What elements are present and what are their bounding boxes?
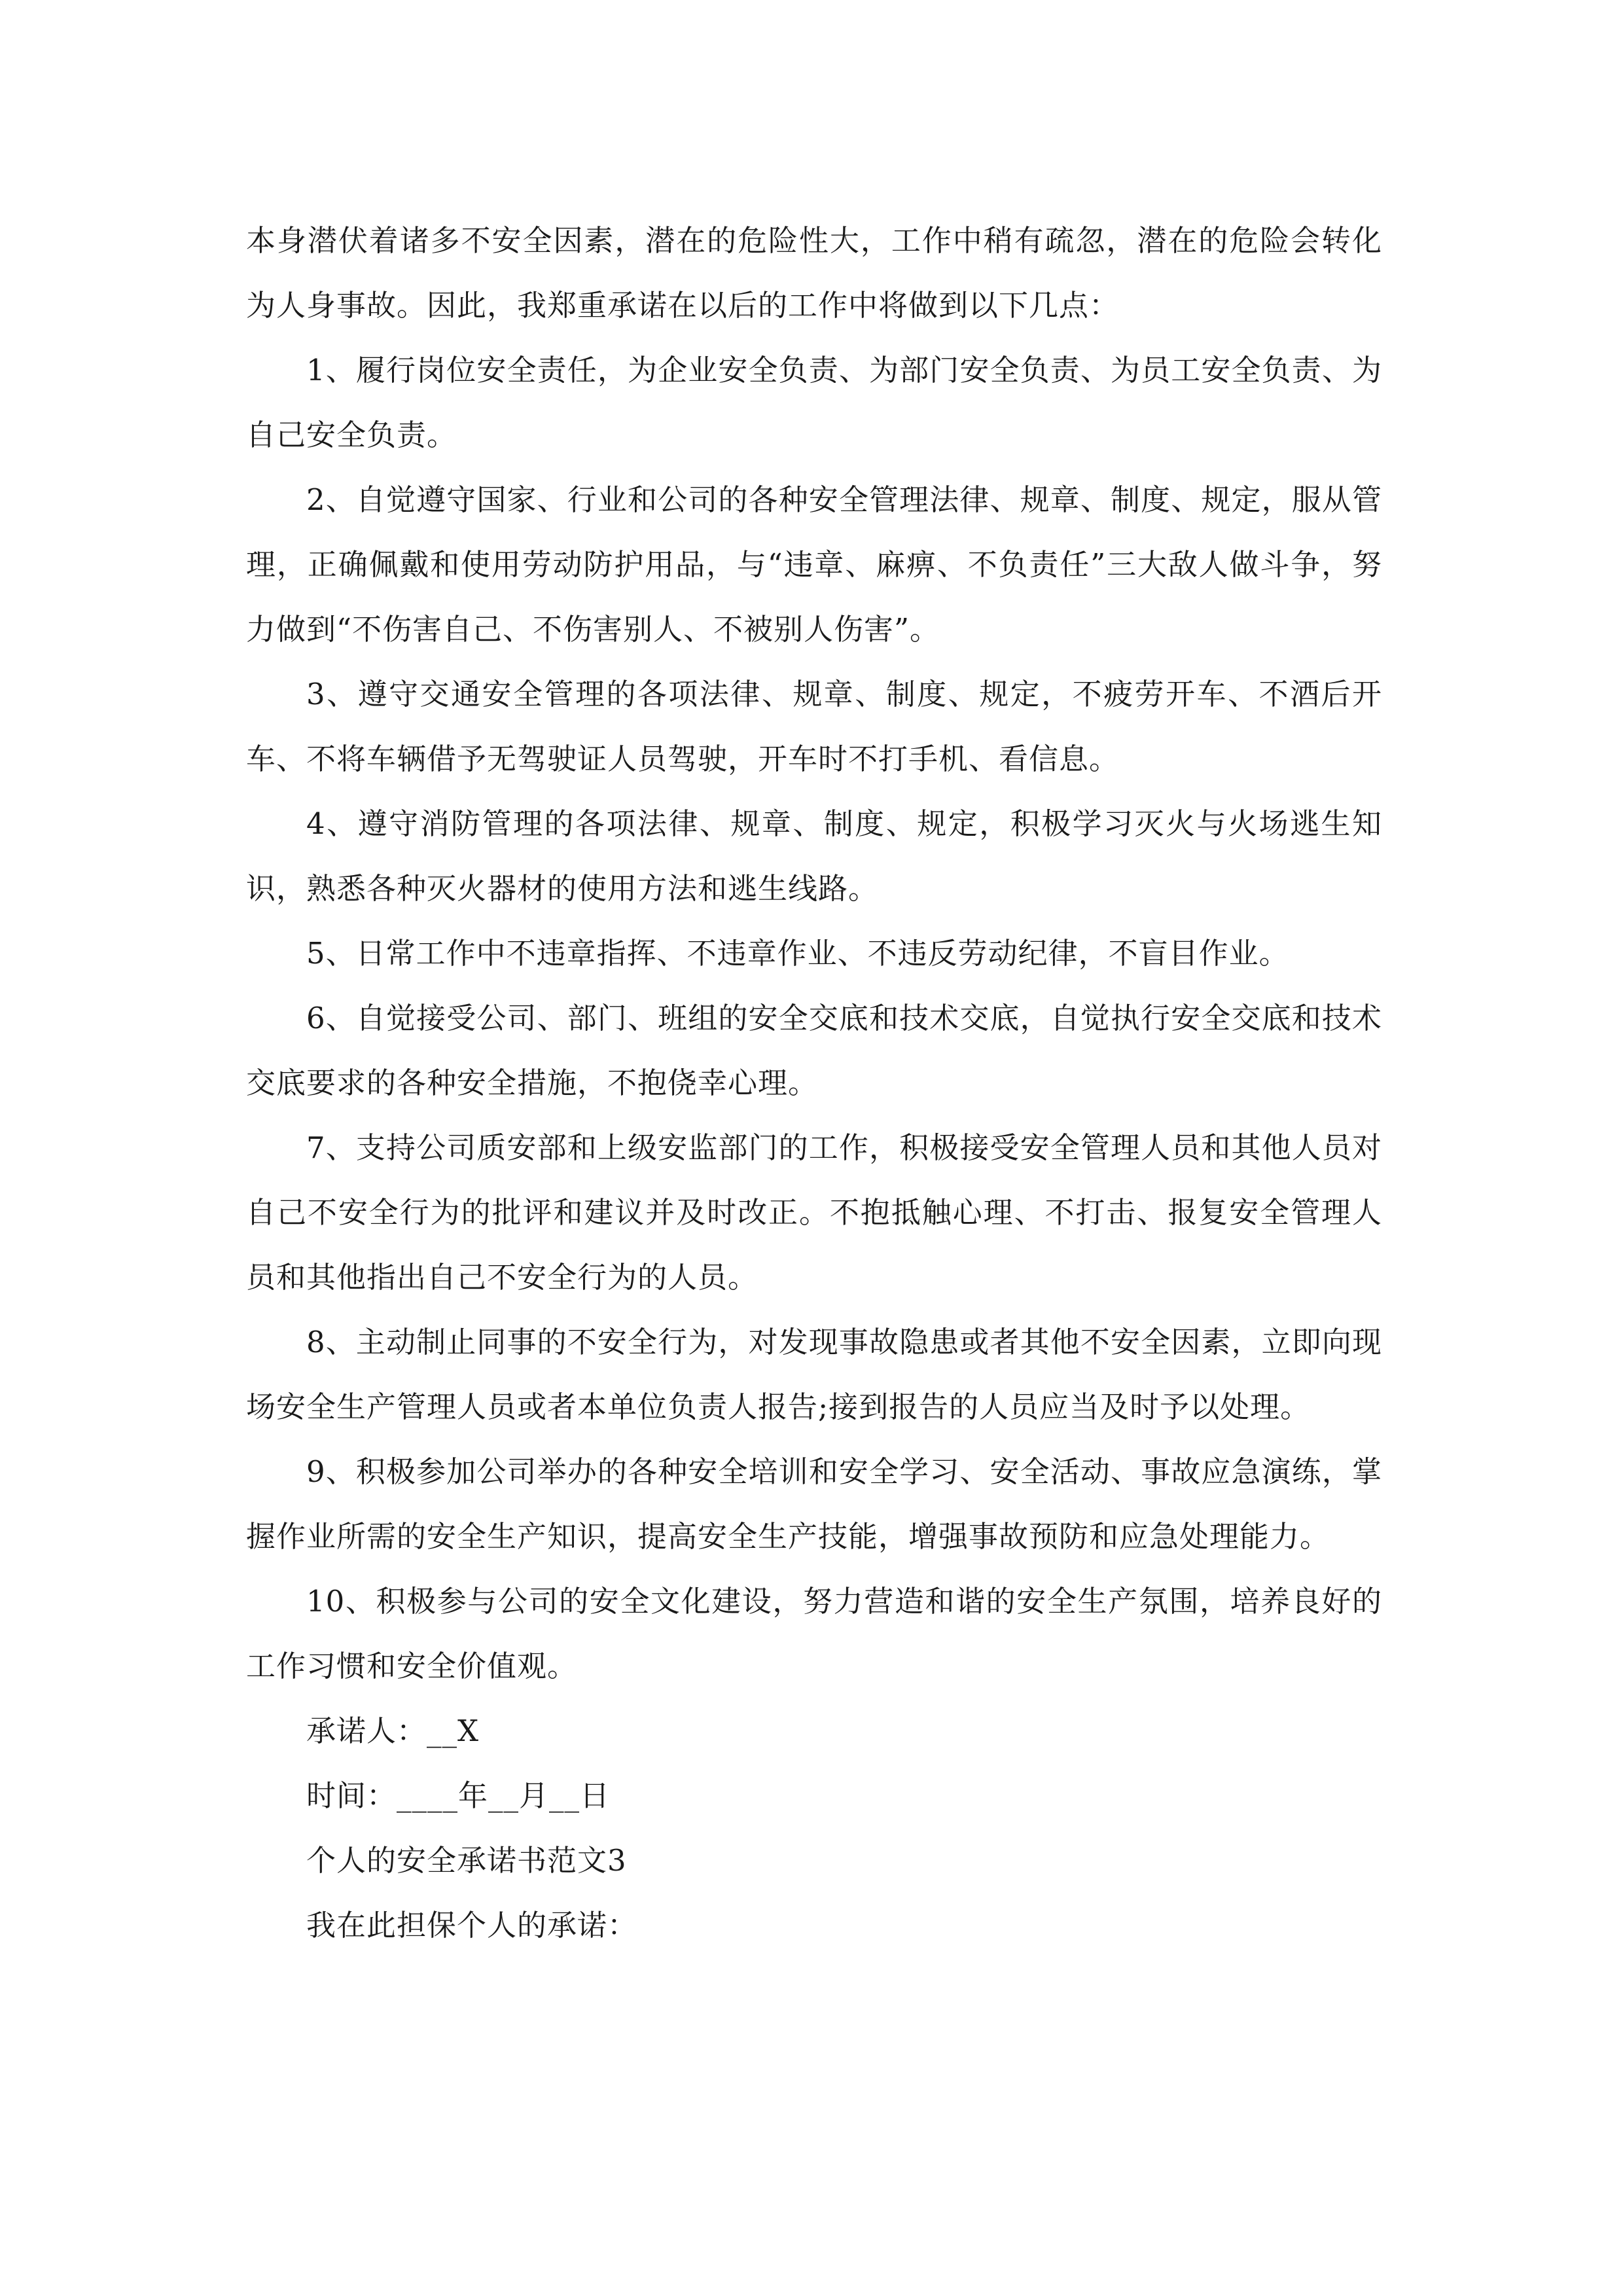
paragraph-item-4: 4、遵守消防管理的各项法律、规章、制度、规定，积极学习灭火与火场逃生知识，熟悉各种灭火器材的使用方法和逃生线路。 <box>246 806 1382 906</box>
paragraph-item-2: 2、自觉遵守国家、行业和公司的各种安全管理法律、规章、制度、规定，服从管理，正确佩戴和使用劳动防护用品，与“违章、麻痹、不负责任”三大敌人做斗争，努力做到“不伤害自己、不伤害别人、不被别人伤害”。 <box>246 482 1382 647</box>
section-opening-line: 我在此担保个人的承诺： <box>306 1908 638 1943</box>
paragraph-item-3: 3、遵守交通安全管理的各项法律、规章、制度、规定，不疲劳开车、不酒后开车、不将车辆借予无驾驶证人员驾驶，开车时不打手机、看信息。 <box>246 677 1382 776</box>
paragraph-item-1: 1、履行岗位安全责任，为企业安全负责、为部门安全负责、为员工安全负责、为自己安全负责。 <box>246 353 1382 452</box>
signatory-line: 承诺人：__X <box>306 1713 480 1748</box>
paragraph-item-7: 7、支持公司质安部和上级安监部门的工作，积极接受安全管理人员和其他人员对自己不安全行为的批评和建议并及时改正。不抱抵触心理、不打击、报复安全管理人员和其他指出自己不安全行为的人员。 <box>246 1130 1382 1295</box>
paragraph-intro-continuation: 本身潜伏着诸多不安全因素，潜在的危险性大，工作中稍有疏忽，潜在的危险会转化为人身事故。因此，我郑重承诺在以后的工作中将做到以下几点： <box>246 223 1382 323</box>
date-line: 时间：____年__月__日 <box>306 1778 611 1813</box>
paragraph-item-5: 5、日常工作中不违章指挥、不违章作业、不违反劳动纪律，不盲目作业。 <box>306 936 1289 971</box>
section-heading: 个人的安全承诺书范文3 <box>306 1843 627 1878</box>
paragraph-item-10: 10、积极参与公司的安全文化建设，努力营造和谐的安全生产氛围，培养良好的工作习惯和安全价值观。 <box>246 1584 1382 1683</box>
document-body <box>246 208 1382 1958</box>
paragraph-item-8: 8、主动制止同事的不安全行为，对发现事故隐患或者其他不安全因素，立即向现场安全生产管理人员或者本单位负责人报告;接到报告的人员应当及时予以处理。 <box>246 1325 1382 1424</box>
paragraph-item-6: 6、自觉接受公司、部门、班组的安全交底和技术交底，自觉执行安全交底和技术交底要求的各种安全措施，不抱侥幸心理。 <box>246 1001 1382 1100</box>
paragraph-item-9: 9、积极参加公司举办的各种安全培训和安全学习、安全活动、事故应急演练，掌握作业所需的安全生产知识，提高安全生产技能，增强事故预防和应急处理能力。 <box>246 1454 1382 1554</box>
